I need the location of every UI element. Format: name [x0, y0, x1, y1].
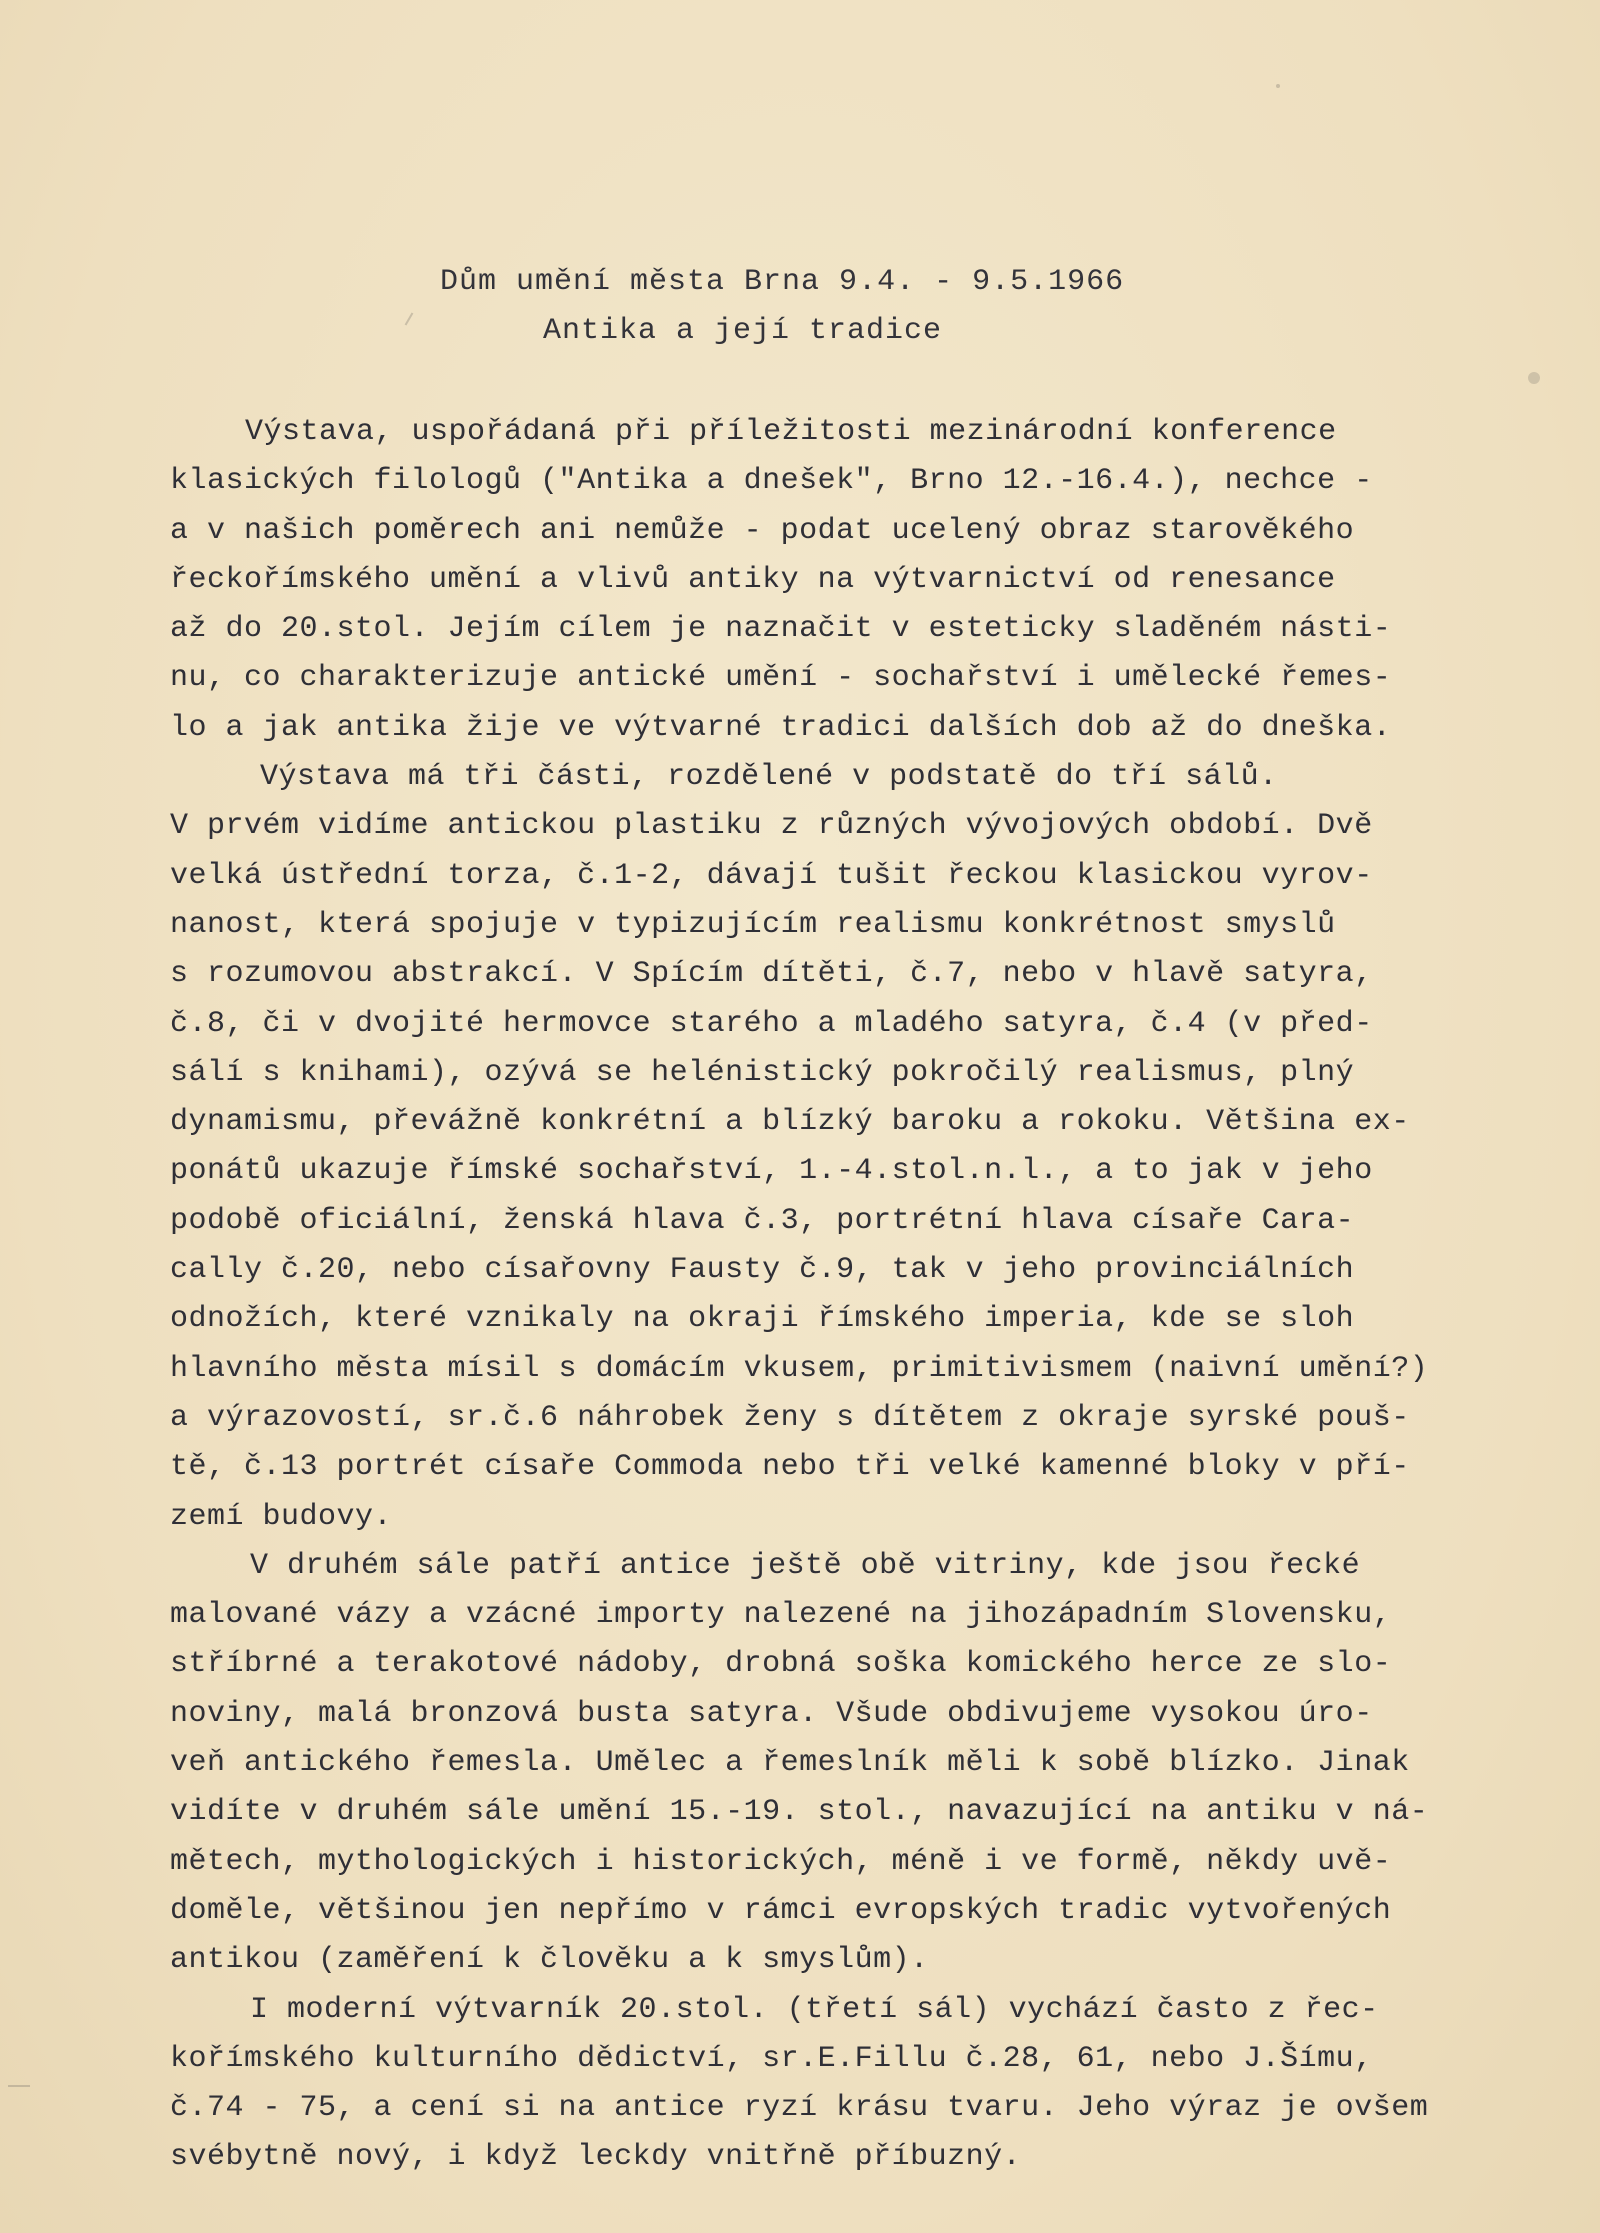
- text-line: nanost, která spojuje v typizujícím realismu konkrétnost smyslů: [170, 907, 1336, 942]
- text-line: a výrazovostí, sr.č.6 náhrobek ženy s dítětem z okraje syrské pouš-: [170, 1400, 1410, 1435]
- text-line: stříbrné a terakotové nádoby, drobná soška komického herce ze slo-: [170, 1647, 1392, 1682]
- text-line: s rozumovou abstrakcí. V Spícím dítěti, č.7, nebo v hlavě satyra,: [170, 957, 1373, 992]
- heading-venue-dates: Dům umění města Brna 9.4. - 9.5.1966: [440, 265, 1125, 299]
- paper-speck: [8, 2085, 30, 2087]
- text-line: vidíte v druhém sále umění 15.-19. stol., navazující na antiku v ná-: [170, 1795, 1429, 1830]
- text-line: až do 20.stol. Jejím cílem je naznačit v esteticky sladěném násti-: [170, 612, 1392, 647]
- text-line: ponátů ukazuje římské sochařství, 1.-4.stol.n.l., a to jak v jeho: [170, 1154, 1373, 1189]
- text-line: doměle, většinou jen nepřímo v rámci evropských tradic vytvořených: [170, 1893, 1392, 1928]
- text-line: č.8, či v dvojité hermovce starého a mladého satyra, č.4 (v před-: [170, 1006, 1373, 1041]
- text-line: nu, co charakterizuje antické umění - sochařství i umělecké řemes-: [170, 661, 1392, 696]
- text-line: cally č.20, nebo císařovny Fausty č.9, tak v jeho provinciálních: [170, 1253, 1355, 1288]
- heading-exhibition-title: Antika a její tradice: [543, 314, 943, 348]
- paper-speck: [1528, 372, 1540, 384]
- paper-speck: [405, 312, 414, 325]
- document-body: [170, 408, 1510, 2183]
- text-line: svébytně nový, i když leckdy vnitřně příbuzný.: [170, 2140, 1022, 2175]
- text-line: č.74 - 75, a cení si na antice ryzí krásu tvaru. Jeho výraz je ovšem: [170, 2091, 1429, 2126]
- paragraph-4-first-line: I moderní výtvarník 20.stol. (třetí sál) vychází často z řec-: [250, 1992, 1379, 2027]
- text-line: noviny, malá bronzová busta satyra. Všude obdivujeme vysokou úro-: [170, 1696, 1373, 1731]
- paper-speck: [1276, 84, 1280, 88]
- text-line: antikou (zaměření k člověku a k smyslům).: [170, 1943, 929, 1978]
- text-line: řeckořímského umění a vlivů antiky na výtvarnictví od renesance: [170, 562, 1336, 597]
- text-line: mětech, mythologických i historických, méně i ve formě, někdy uvě-: [170, 1844, 1392, 1879]
- text-line: dynamismu, převážně konkrétní a blízký baroku a rokoku. Většina ex-: [170, 1105, 1410, 1140]
- text-line: tě, č.13 portrét císaře Commoda nebo tři velké kamenné bloky v pří-: [170, 1450, 1410, 1485]
- text-line: V prvém vidíme antickou plastiku z různých vývojových období. Dvě: [170, 809, 1373, 844]
- paragraph-3-first-line: V druhém sále patří antice ještě obě vitriny, kde jsou řecké: [250, 1548, 1361, 1583]
- text-line: a v našich poměrech ani nemůže - podat ucelený obraz starověkého: [170, 513, 1355, 548]
- text-line: sálí s knihami), ozývá se helénistický pokročilý realismus, plný: [170, 1055, 1355, 1090]
- text-line: zemí budovy.: [170, 1499, 393, 1534]
- text-line: odnožích, které vznikaly na okraji římského imperia, kde se sloh: [170, 1302, 1355, 1337]
- text-line: hlavního města mísil s domácím vkusem, primitivismem (naivní umění?): [170, 1351, 1429, 1386]
- text-line: kořímského kulturního dědictví, sr.E.Fillu č.28, 61, nebo J.Šímu,: [170, 2041, 1373, 2076]
- text-line: lo a jak antika žije ve výtvarné tradici dalších dob až do dneška.: [170, 710, 1392, 745]
- text-line: podobě oficiální, ženská hlava č.3, portrétní hlava císaře Cara-: [170, 1203, 1355, 1238]
- paragraph-2-first-line: Výstava má tři části, rozdělené v podstatě do tří sálů.: [260, 760, 1278, 795]
- paragraph-1-first-line: Výstava, uspořádaná při příležitosti mezinárodní konference: [245, 415, 1337, 449]
- text-line: klasických filologů ("Antika a dnešek", Brno 12.-16.4.), nechce -: [170, 464, 1373, 499]
- text-line: malované vázy a vzácné importy nalezené na jihozápadním Slovensku,: [170, 1598, 1392, 1633]
- text-line: veň antického řemesla. Umělec a řemeslník měli k sobě blízko. Jinak: [170, 1746, 1410, 1781]
- text-line: velká ústřední torza, č.1-2, dávají tušit řeckou klasickou vyrov-: [170, 858, 1373, 893]
